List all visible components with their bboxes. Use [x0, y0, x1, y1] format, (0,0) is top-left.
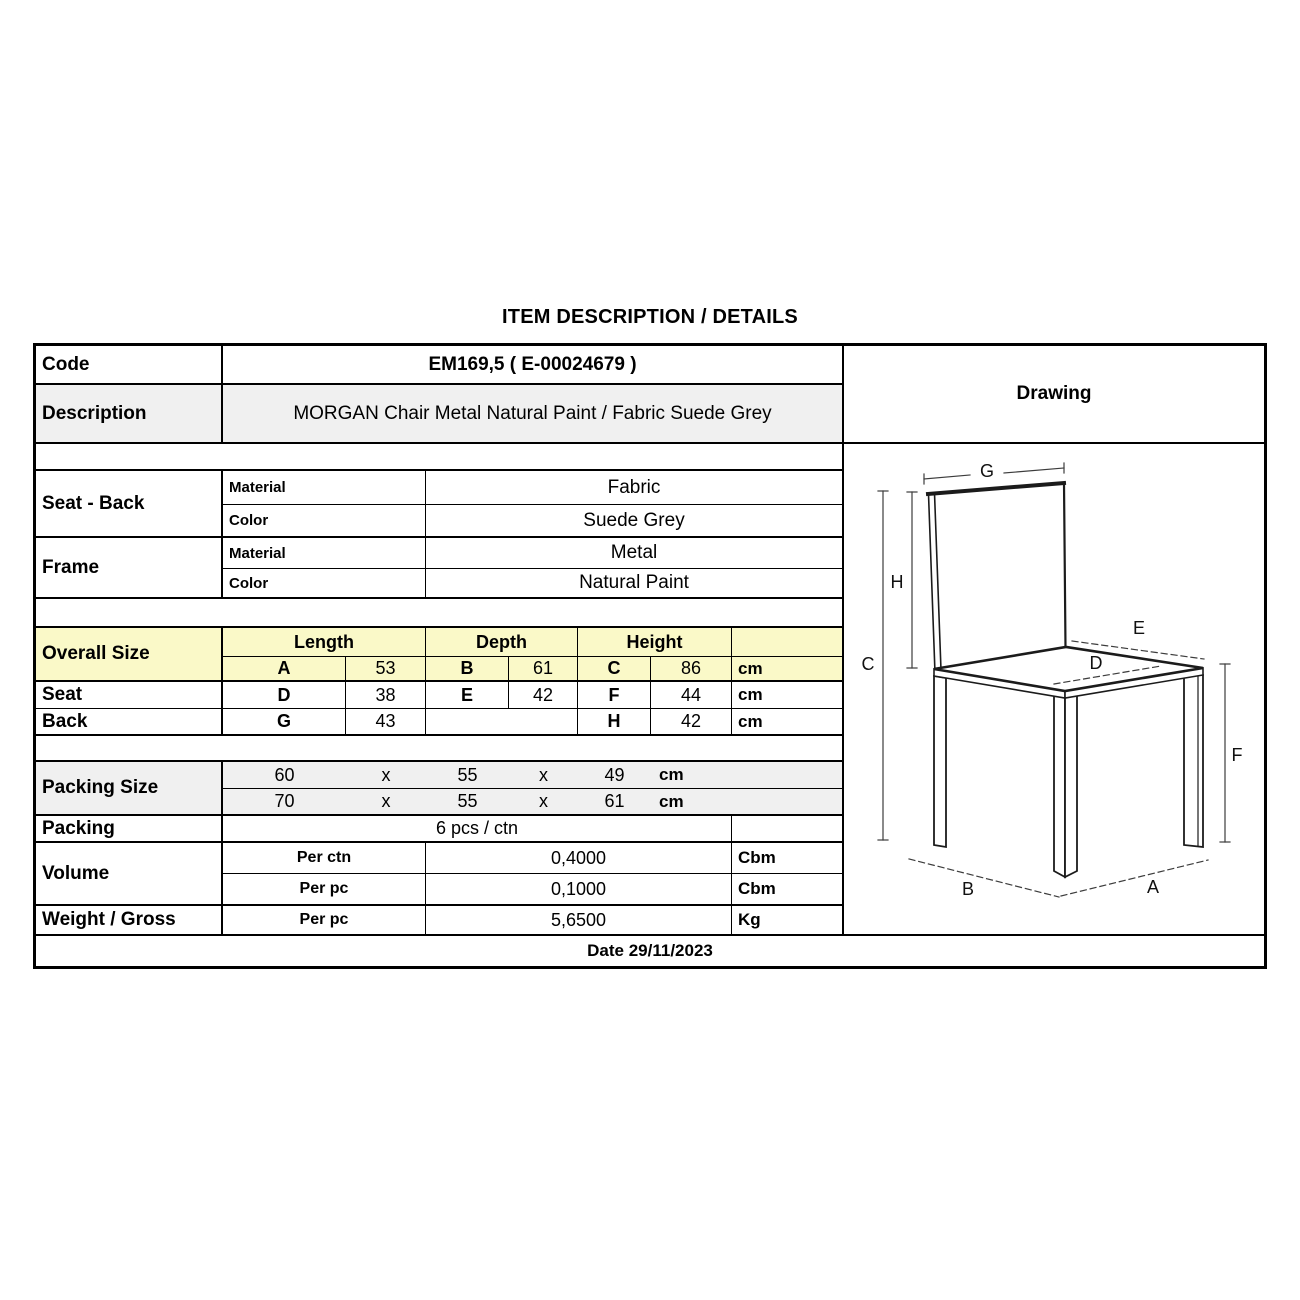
back-blank-cell [426, 709, 578, 736]
header-depth: Depth [426, 628, 578, 657]
chair-legs [934, 674, 1203, 877]
drawing-header: Drawing [844, 346, 1264, 444]
frame-color-label: Color [223, 569, 426, 599]
spacer-row [36, 599, 844, 628]
header-height: Height [578, 628, 732, 657]
back-value-h: 42 [651, 709, 732, 736]
volume-per-pc-value: 0,1000 [426, 874, 732, 906]
overall-value-a: 53 [346, 657, 426, 682]
packing-length: 70 [274, 791, 295, 811]
back-unit: cm [732, 709, 844, 736]
drawing-canvas [844, 444, 1264, 936]
spec-table [33, 343, 1267, 969]
volume-per-ctn-unit: Cbm [732, 843, 844, 874]
overall-value-c: 86 [651, 657, 732, 682]
back-letter-h: H [578, 709, 651, 736]
dim-label-g: G [979, 461, 995, 481]
spacer-row [36, 736, 844, 762]
packing-depth: 55 [457, 791, 478, 811]
chair-backrest [928, 483, 1066, 673]
chair-seat [934, 647, 1203, 698]
description-label: Description [36, 385, 223, 444]
overall-letter-c: C [578, 657, 651, 682]
overall-value-b: 61 [509, 657, 578, 682]
packing-value: 6 pcs / ctn [223, 816, 732, 843]
dim-label-h: H [890, 572, 904, 592]
overall-size-label: Overall Size [36, 628, 223, 682]
seat-unit: cm [732, 682, 844, 709]
packing-length: 60 [274, 764, 295, 785]
back-row-label: Back [36, 709, 223, 736]
weight-value: 5,6500 [426, 906, 732, 936]
header-unit-blank [732, 628, 844, 657]
packing-depth: 55 [457, 764, 478, 785]
code-label: Code [36, 346, 223, 385]
packing-x: x [539, 791, 548, 811]
dim-label-c: C [861, 654, 875, 674]
dim-label-a: A [1146, 877, 1160, 897]
seat-value-e: 42 [509, 682, 578, 709]
weight-label: Weight / Gross [36, 906, 223, 936]
packing-height: 61 [604, 791, 625, 811]
packing-x: x [381, 791, 391, 811]
packing-unit: cm [659, 765, 684, 784]
description-value: MORGAN Chair Metal Natural Paint / Fabric Suede Grey [223, 385, 844, 444]
dim-label-f: F [1231, 745, 1243, 765]
volume-per-ctn-label: Per ctn [223, 843, 426, 874]
weight-per-label: Per pc [223, 906, 426, 936]
dim-label-d: D [1089, 653, 1103, 673]
frame-label: Frame [36, 538, 223, 599]
packing-unit: cm [659, 791, 684, 811]
page-title: ITEM DESCRIPTION / DETAILS [502, 306, 798, 328]
overall-letter-a: A [223, 657, 346, 682]
frame-material-label: Material [223, 538, 426, 569]
seat-value-d: 38 [346, 682, 426, 709]
seat-row-label: Seat [36, 682, 223, 709]
frame-material-value: Metal [426, 538, 844, 569]
seat-letter-e: E [426, 682, 509, 709]
volume-label: Volume [36, 843, 223, 906]
seat-letter-d: D [223, 682, 346, 709]
seat-back-material-label: Material [223, 471, 426, 505]
dim-label-b: B [961, 879, 975, 899]
seat-back-color-value: Suede Grey [426, 505, 844, 538]
packing-x: x [381, 764, 391, 785]
seat-back-color-label: Color [223, 505, 426, 538]
volume-per-pc-label: Per pc [223, 874, 426, 906]
seat-value-f: 44 [651, 682, 732, 709]
overall-unit: cm [732, 657, 844, 682]
spacer-row [36, 444, 844, 471]
weight-unit: Kg [732, 906, 844, 936]
header-length: Length [223, 628, 426, 657]
code-value: EM169,5 ( E-00024679 ) [223, 346, 844, 385]
back-value-g: 43 [346, 709, 426, 736]
seat-back-material-value: Fabric [426, 471, 844, 505]
back-letter-g: G [223, 709, 346, 736]
packing-size-row [223, 762, 844, 789]
volume-per-pc-unit: Cbm [732, 874, 844, 906]
packing-size-label: Packing Size [36, 762, 223, 816]
seat-back-label: Seat - Back [36, 471, 223, 538]
packing-x: x [539, 764, 548, 785]
date-row: Date 29/11/2023 [587, 941, 713, 960]
chair-drawing [844, 444, 1264, 935]
frame-color-value: Natural Paint [426, 569, 844, 599]
packing-label: Packing [36, 816, 223, 843]
packing-size-row [223, 789, 844, 816]
packing-blank-cell [732, 816, 844, 843]
volume-per-ctn-value: 0,4000 [426, 843, 732, 874]
overall-letter-b: B [426, 657, 509, 682]
seat-letter-f: F [578, 682, 651, 709]
packing-height: 49 [604, 764, 625, 785]
dim-label-e: E [1132, 618, 1146, 638]
